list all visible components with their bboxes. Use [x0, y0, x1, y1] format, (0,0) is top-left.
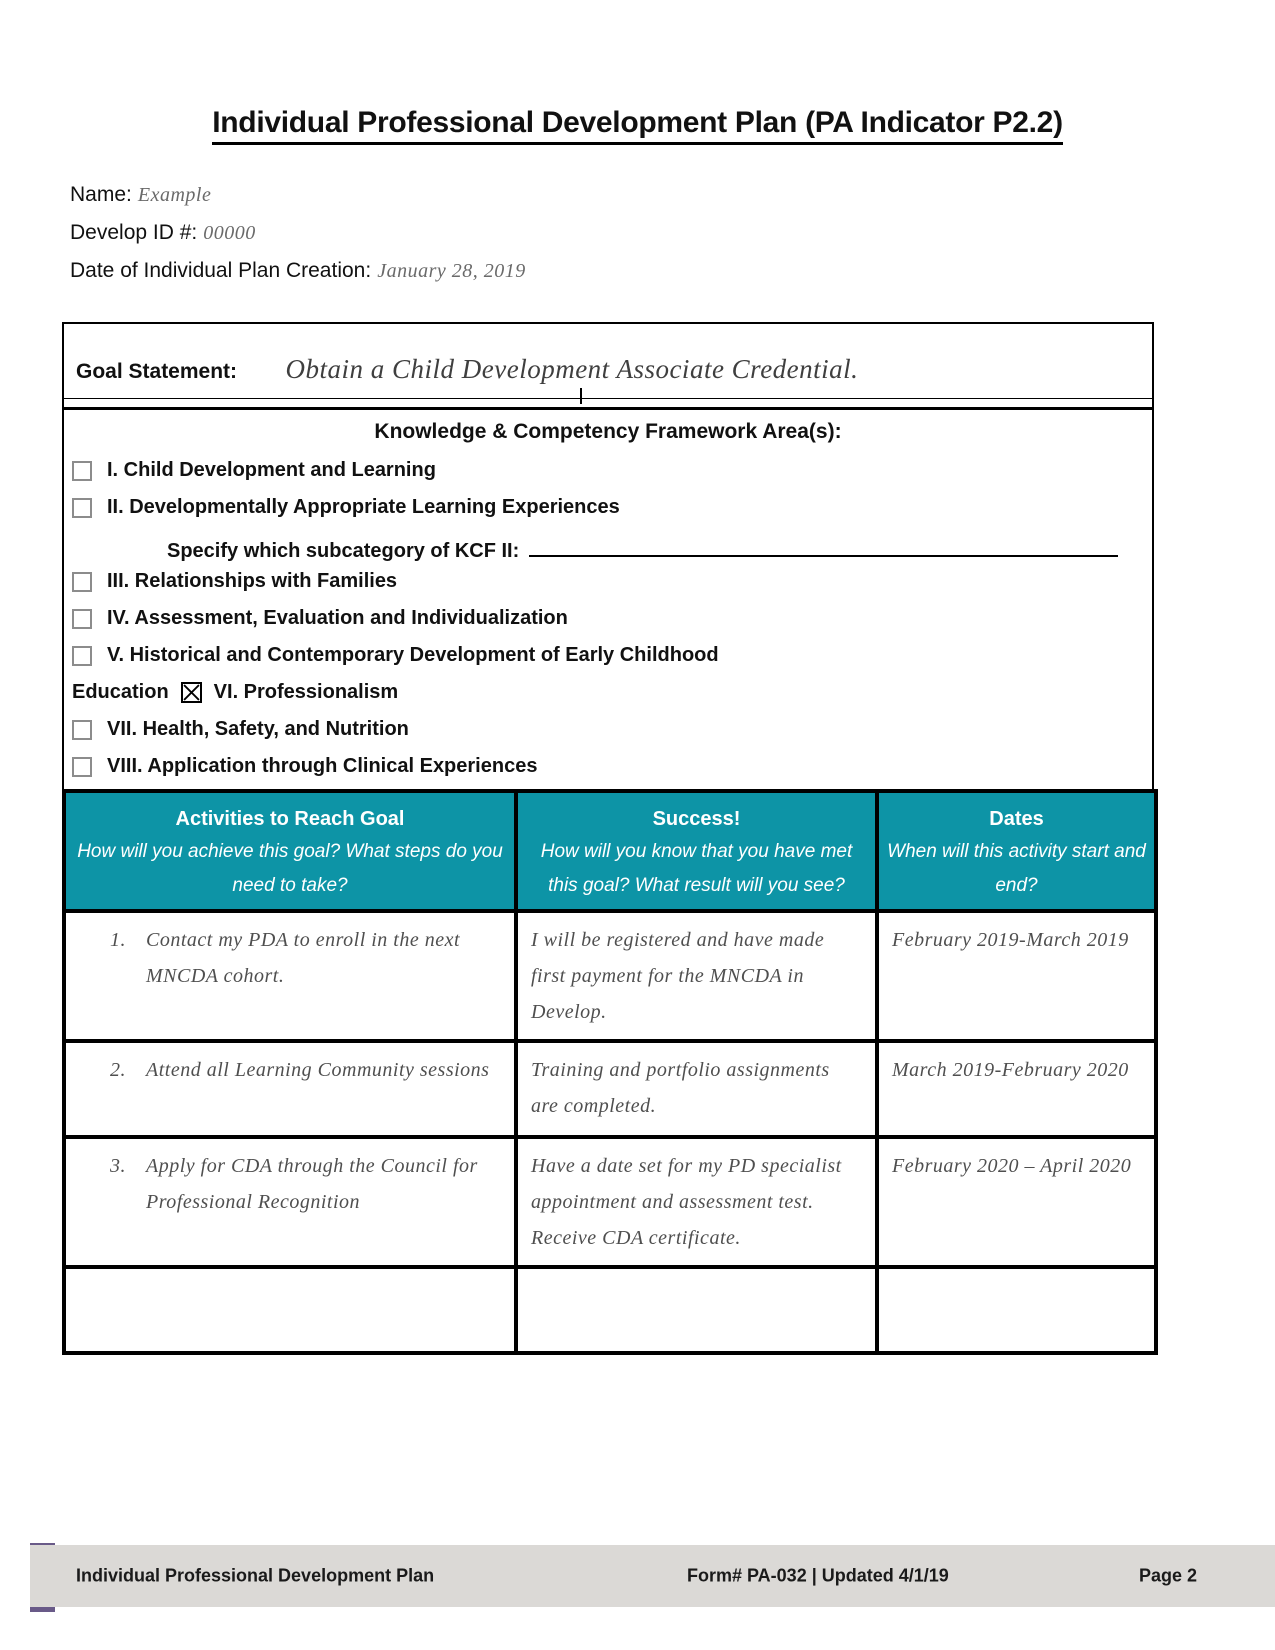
header-dates-subtitle: When will this activity start and end?	[887, 841, 1146, 896]
kcf-specify-input[interactable]	[529, 554, 1118, 557]
kcf-item-7	[64, 711, 1152, 748]
row-1-dates-text: February 2019-March 2019	[892, 929, 1129, 951]
develop-id-label: Develop ID #:	[70, 221, 198, 244]
kcf-item-1	[64, 452, 1152, 489]
row-3-activity-text: Apply for CDA through the Council for Professional Recognition	[146, 1155, 478, 1213]
row-1-success-text: I will be registered and have made first payment for the MNCDA in Develop.	[531, 929, 825, 1023]
name-label: Name:	[70, 183, 132, 206]
table-row-4-empty	[64, 1267, 1156, 1353]
header-activities-title: Activities to Reach Goal	[175, 808, 405, 830]
row-1-activity-text: Contact my PDA to enroll in the next MNCDA cohort.	[146, 929, 461, 987]
row-1-dates-cell	[877, 911, 1156, 1041]
develop-id-value: 00000	[203, 222, 256, 244]
kcf-specify-label: Specify which subcategory of KCF II:	[167, 540, 520, 562]
header-activities-subtitle: How will you achieve this goal? What steps do you need to take?	[77, 841, 503, 896]
page-title	[0, 0, 1275, 140]
kcf-item-3	[64, 563, 1152, 600]
kcf-item-8	[64, 748, 1152, 785]
checkbox-kcf-3[interactable]	[72, 572, 92, 592]
checkbox-kcf-5[interactable]	[72, 646, 92, 666]
row-1-number: 1.	[110, 929, 126, 951]
row-4-dates-cell	[877, 1267, 1156, 1353]
header-success	[516, 791, 877, 911]
checkbox-kcf-2[interactable]	[72, 498, 92, 518]
row-2-activity-text: Attend all Learning Community sessions	[146, 1059, 490, 1081]
stray-cursor-mark	[580, 388, 582, 404]
row-3-activity-cell	[64, 1137, 516, 1267]
row-3-dates-cell	[877, 1137, 1156, 1267]
kcf-item-5-wrap-word: Education	[72, 681, 169, 703]
row-2-success-text: Training and portfolio assignments are completed.	[531, 1059, 830, 1117]
header-activities	[64, 791, 516, 911]
kcf-heading: Knowledge & Competency Framework Area(s):	[374, 420, 842, 443]
kcf-item-3-label: III. Relationships with Families	[107, 570, 398, 592]
kcf-item-6-label: VI. Professionalism	[213, 681, 399, 703]
name-line	[70, 176, 1275, 214]
info-block	[70, 176, 1275, 290]
checkbox-kcf-4[interactable]	[72, 609, 92, 629]
kcf-item-1-label: I. Child Development and Learning	[107, 459, 436, 481]
footer-form-number: Form# PA-032 | Updated 4/1/19	[687, 1565, 949, 1586]
checkbox-kcf-7[interactable]	[72, 720, 92, 740]
checkbox-kcf-8[interactable]	[72, 757, 92, 777]
row-3-dates-text: February 2020 – April 2020	[892, 1155, 1132, 1177]
name-value: Example	[137, 184, 212, 206]
header-dates	[877, 791, 1156, 911]
row-2-success-cell	[516, 1041, 877, 1137]
kcf-item-7-label: VII. Health, Safety, and Nutrition	[107, 718, 409, 740]
row-4-success-cell	[516, 1267, 877, 1353]
checkbox-kcf-6-checked[interactable]	[181, 682, 202, 703]
row-3-success-cell	[516, 1137, 877, 1267]
kcf-item-8-label: VIII. Application through Clinical Experiences	[107, 755, 538, 777]
kcf-item-6	[64, 674, 1152, 711]
plan-date-line	[70, 252, 1275, 290]
row-4-activity-cell	[64, 1267, 516, 1353]
develop-id-line	[70, 214, 1275, 252]
page-title-text: Individual Professional Development Plan (PA Indicator P2.2)	[212, 106, 1063, 145]
row-1-activity-cell	[64, 911, 516, 1041]
footer-page-number: Page 2	[1138, 1565, 1197, 1586]
activities-table	[62, 789, 1158, 1355]
header-success-subtitle: How will you know that you have met this goal? What result will you see?	[540, 841, 853, 896]
checkbox-x-icon	[183, 684, 200, 701]
table-row-2	[64, 1041, 1156, 1137]
kcf-item-4-label: IV. Assessment, Evaluation and Individualization	[107, 607, 568, 629]
row-1-success-cell	[516, 911, 877, 1041]
table-row-1	[64, 911, 1156, 1041]
table-row-3	[64, 1137, 1156, 1267]
row-3-number: 3.	[110, 1155, 126, 1177]
row-2-dates-cell	[877, 1041, 1156, 1137]
kcf-item-2-label: II. Developmentally Appropriate Learning Experiences	[107, 496, 620, 518]
kcf-specify-line	[64, 526, 1152, 563]
goal-statement-row	[64, 324, 1152, 399]
kcf-item-5-label: V. Historical and Contemporary Development of Early Childhood	[107, 644, 719, 666]
row-2-number: 2.	[110, 1059, 126, 1081]
plan-date-label: Date of Individual Plan Creation:	[70, 259, 372, 282]
kcf-item-4	[64, 600, 1152, 637]
checkbox-kcf-1[interactable]	[72, 461, 92, 481]
header-success-title: Success!	[652, 808, 741, 830]
kcf-section	[64, 407, 1152, 789]
footer-document-title: Individual Professional Development Plan	[76, 1565, 435, 1586]
goal-statement-value: Obtain a Child Development Associate Credential.	[285, 354, 859, 384]
plan-date-value: January 28, 2019	[377, 260, 526, 282]
kcf-item-5	[64, 637, 1152, 674]
row-2-activity-cell	[64, 1041, 516, 1137]
footer-bar	[30, 1545, 1275, 1607]
goal-kcf-box	[62, 322, 1154, 789]
row-3-success-text: Have a date set for my PD specialist appointment and assessment test. Receive CDA certificate.	[531, 1155, 842, 1249]
row-2-dates-text: March 2019-February 2020	[892, 1059, 1129, 1081]
table-header-row	[64, 791, 1156, 911]
goal-statement-label: Goal Statement:	[76, 360, 238, 383]
kcf-item-2	[64, 489, 1152, 526]
header-dates-title: Dates	[989, 808, 1044, 830]
